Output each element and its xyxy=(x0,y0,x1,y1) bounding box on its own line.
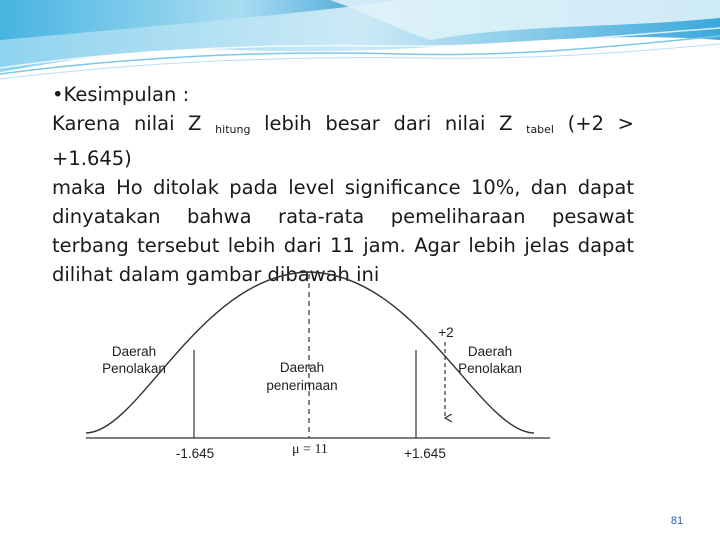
right-critical-value-label: +1.645 xyxy=(404,446,446,461)
mean-label: μ = 11 xyxy=(292,442,328,457)
heading: Kesimpulan : xyxy=(63,83,190,106)
line-one-part-a: Karena nilai Z xyxy=(52,112,216,135)
left-region-label-line1: Daerah xyxy=(111,344,157,359)
subscript-hitung: hitung xyxy=(215,123,251,136)
test-statistic-label: +2 xyxy=(438,325,454,340)
conclusion-paragraph: maka Ho ditolak pada level significance 10%, dan dapat dinyatakan bahwa rata-rata pemeliharaan pesawat terbang tersebut lebih dari 11 jam. Agar lebih jelas dapat dilihat dalam gambar dibawah ini xyxy=(52,176,634,286)
right-region-label-line2: Penolakan xyxy=(458,361,522,376)
left-region-label-line2: Penolakan xyxy=(102,361,166,376)
right-region-label-line1: Daerah xyxy=(467,344,513,359)
subscript-tabel: tabel xyxy=(526,123,554,136)
heading-line xyxy=(52,80,634,109)
middle-region-label-line1: Daerah xyxy=(279,360,325,375)
left-critical-value-label: -1.645 xyxy=(175,446,215,461)
middle-region-label-line2: penerimaan xyxy=(266,378,338,393)
header-wave-decoration xyxy=(0,0,720,90)
line-one-part-b: lebih besar dari nilai Z xyxy=(250,112,527,135)
page-number: 81 xyxy=(670,515,684,527)
normal-curve-diagram xyxy=(80,262,550,472)
bullet: • xyxy=(52,83,64,106)
conclusion-text xyxy=(52,80,634,289)
line-one xyxy=(52,109,634,173)
line-one-part-c: (+2 > +1.645) xyxy=(52,112,634,170)
